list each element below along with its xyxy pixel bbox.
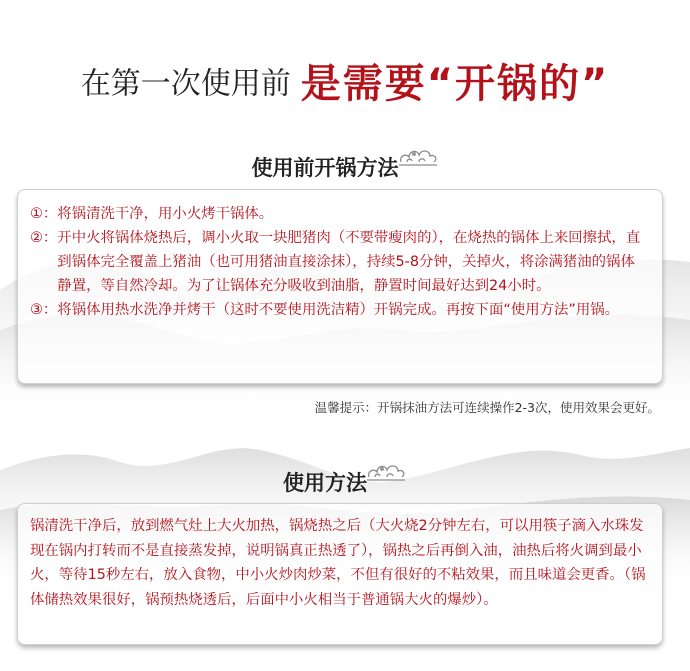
section-title-usage (0, 467, 690, 497)
section-title-preparation (0, 152, 690, 182)
usage-card (17, 503, 663, 645)
step-2-number: ②： (30, 230, 58, 246)
step-2 (30, 226, 648, 298)
headline-lead: 在第一次使用前 (80, 66, 291, 102)
step-1-number: ①： (30, 206, 58, 222)
tip-note: 温馨提示：开锅抹油方法可连续操作2-3次，使用效果会更好。 (314, 400, 660, 415)
section-title-usage-text: 使用方法 (283, 471, 367, 495)
page-headline (0, 52, 690, 109)
usage-text: 锅清洗干净后，放到燃气灶上大火加热，锅烧热之后（大火烧2分钟左右，可以用筷子滴入水珠发现在锅内打转而不是直接蒸发掉，说明锅真正热透了），锅热之后再倒入油，油热后将火调到最小火，等待15秒左右，放入食物，中小火炒肉炒菜，不但有很好的不粘效果，而且味道会更香。（锅体储热效果很好，锅预热烧透后，后面中小火相当于普通锅大火的爆炒）。 (30, 518, 646, 608)
step-3-number: ③： (30, 302, 58, 318)
step-1-text: 将锅清洗干净，用小火烤干锅体。 (57, 206, 274, 222)
step-1 (30, 202, 648, 226)
step-3 (30, 298, 648, 322)
step-3-text: 将锅体用热水洗净并烤干（这时不要使用洗洁精）开锅完成。再按下面“使用方法”用锅。 (57, 302, 620, 318)
step-2-text: 开中火将锅体烧热后，调小火取一块肥猪肉（不要带瘦肉的），在烧热的锅体上来回擦拭，直到锅体完全覆盖上猪油（也可用猪油直接涂抹），持续5-8分钟，关掉火，将涂满猪油的锅体静置，等自然冷却。为了让锅体充分吸收到油脂，静置时间最好达到24小时。 (57, 230, 641, 294)
section-title-preparation-text: 使用前开锅方法 (251, 156, 399, 180)
auspicious-cloud-icon (365, 459, 407, 483)
headline-emphasis: 是需要“开锅的” (300, 61, 610, 107)
auspicious-cloud-icon (397, 144, 439, 168)
preparation-steps-card (17, 189, 663, 384)
